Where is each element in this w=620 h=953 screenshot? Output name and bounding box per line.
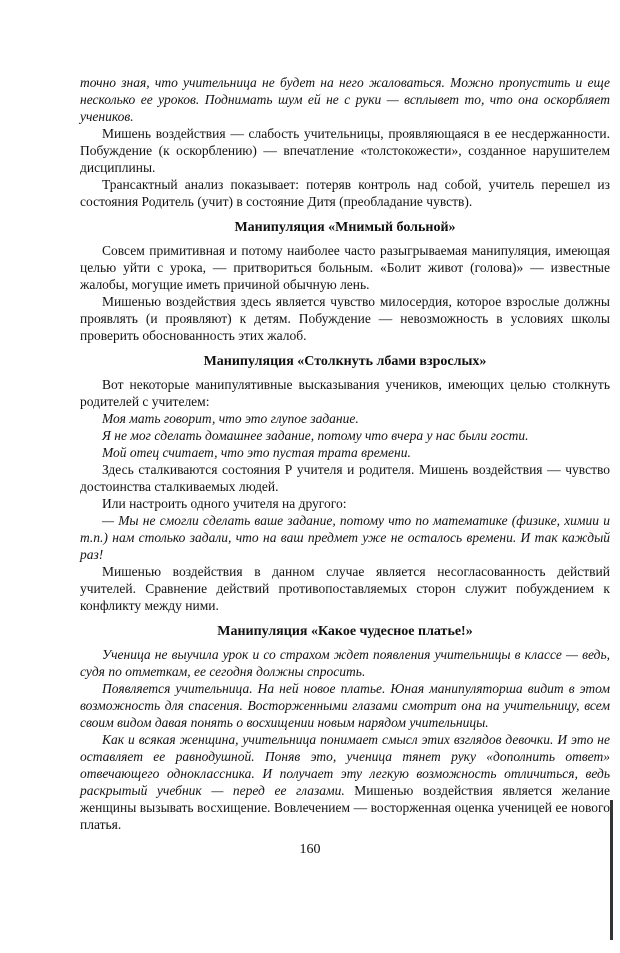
page-body (80, 74, 610, 833)
paragraph-9: Мишенью воздействия в данном случае является несогласованность действий учителей. Сравнение действий противопоставляемых сторон служит побуждением к конфликту между ними. (80, 564, 610, 613)
quote-2: Я не мог сделать домашнее задание, потому что вчера у нас были гости. (102, 428, 529, 443)
paragraph-11: Появляется учительница. На ней новое платье. Юная манипуляторша видит в этом возможность для спасения. Восторженными глазами смотрит она на учительницу, всем своим видом давая понять о восхищении новым нарядом учительницы. (80, 681, 610, 730)
paragraph-7: Здесь сталкиваются состояния Р учителя и родителя. Мишень воздействия — чувство достоинства сталкиваемых людей. (80, 462, 610, 494)
paragraph-5: Мишенью воздействия здесь является чувство милосердия, которое взрослые должны проявлять (и проявляют) к детям. Побуждение — невозможность в условиях школы проверить обоснованность этих жалоб. (80, 294, 610, 343)
heading-clash-adults: Манипуляция «Столкнуть лбами взрослых» (203, 354, 487, 369)
quote-1: Моя мать говорит, что это глупое задание. (102, 411, 359, 426)
paragraph-12 (80, 731, 610, 833)
paragraph-3: Трансактный анализ показывает: потеряв контроль над собой, учитель перешел из состояния Родитель (учит) в состояние Дитя (преобладание чувств). (80, 177, 610, 209)
paragraph-12-italic: Как и всякая женщина, учительница понимает смысл этих взглядов девочки. И это не оставляет ее равнодушной. Поняв это, ученица тянет руку «дополнить ответ» отвечающего одноклассника. И получает эту легкую возможность отличиться, ведь раскрытый учебник — перед ее глазами. (80, 732, 610, 798)
paragraph-6: Вот некоторые манипулятивные высказывания учеников, имеющих целью столкнуть родителей с учителем: (80, 377, 610, 409)
heading-imaginary-patient: Манипуляция «Мнимый больной» (234, 220, 456, 235)
paragraph-10: Ученица не выучила урок и со страхом ждет появления учительницы в классе — ведь, судя по отметкам, ее сегодня должны спросить. (80, 647, 610, 679)
paragraph-1: точно зная, что учительница не будет на него жаловаться. Можно пропустить и еще несколько ее уроков. Поднимать шум ей не с руки — всплывет то, что она оскорбляет учеников. (80, 75, 610, 124)
paragraph-2: Мишень воздействия — слабость учительницы, проявляющаяся в ее несдержанности. Побуждение (к оскорблению) — впечатление «толстокожести», созданное нарушителем дисциплины. (80, 126, 610, 175)
paragraph-4: Совсем примитивная и потому наиболее часто разыгрываемая манипуляция, имеющая целью уйти с урока, — притвориться больным. «Болит живот (голова)» — известные жалобы, могущие иметь причиной обычную лень. (80, 243, 610, 292)
page-number: 160 (299, 842, 321, 857)
quote-4: — Мы не смогли сделать ваше задание, потому что по математике (физике, химии и т.п.) нам столько задали, что на ваш предмет уже не осталось времени. И так каждый раз! (80, 513, 610, 562)
scan-edge-mark (610, 800, 613, 940)
paragraph-12-normal: Мишенью воздействия является желание женщины вызывать восхищение. Вовлечением — восторженная оценка ученицей ее нового платья. (80, 783, 610, 832)
heading-wonderful-dress: Манипуляция «Какое чудесное платье!» (217, 624, 473, 639)
paragraph-8: Или настроить одного учителя на другого: (102, 496, 347, 511)
quote-3: Мой отец считает, что это пустая трата времени. (102, 445, 411, 460)
